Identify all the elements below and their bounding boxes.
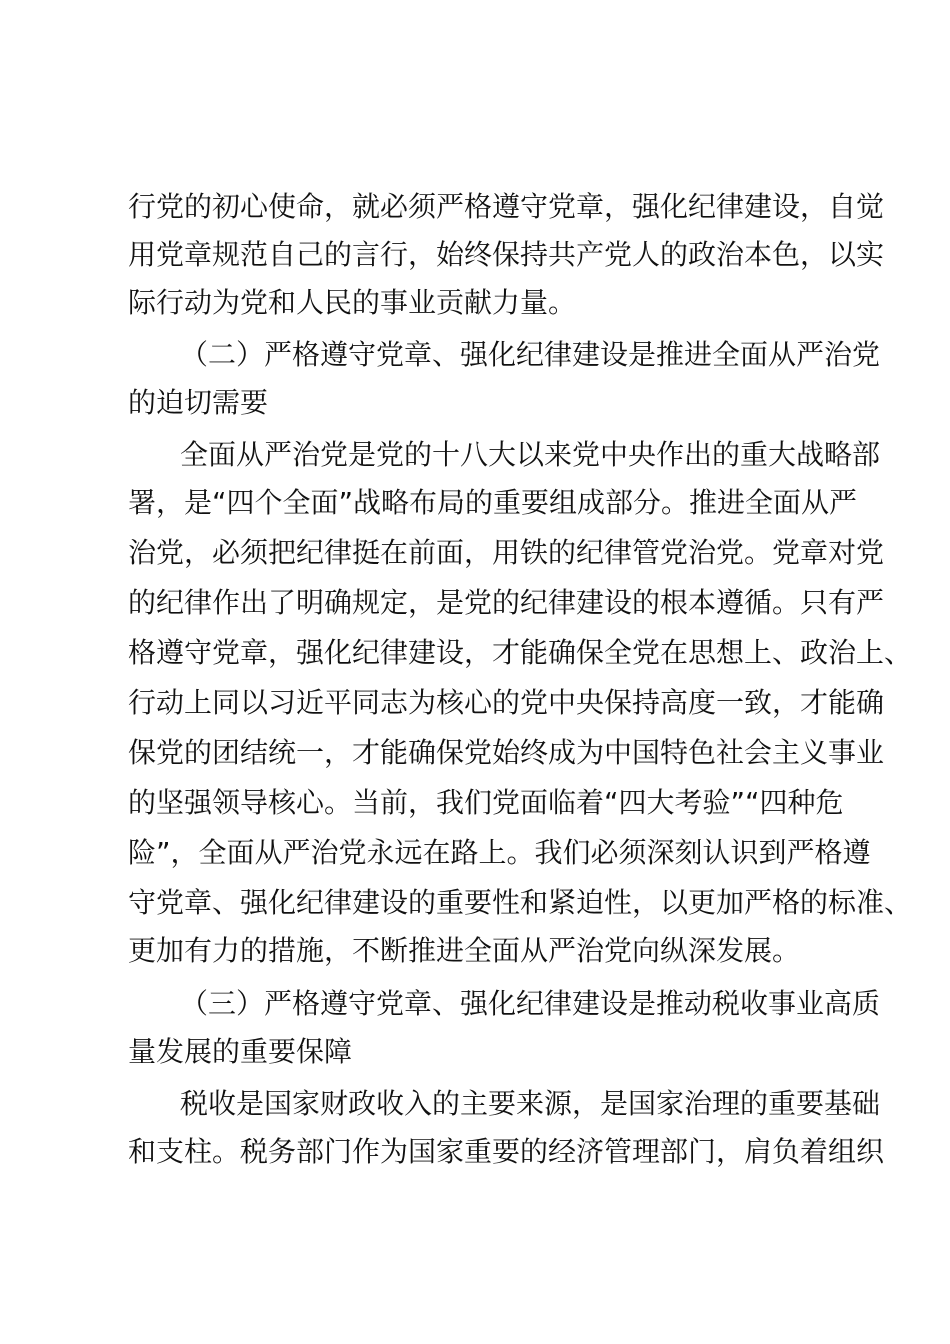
body-text-line: 用党章规范自己的言行，始终保持共产党人的政治本色，以实 (128, 238, 885, 271)
section-heading-line: （二）严格遵守党章、强化纪律建设是推进全面从严治党 (180, 338, 881, 371)
body-text-line: 治党，必须把纪律挺在前面，用铁的纪律管党治党。党章对党 (128, 536, 885, 569)
body-text-line: 守党章、强化纪律建设的重要性和紧迫性，以更加严格的标准、 (128, 886, 913, 919)
body-text-line: 和支柱。税务部门作为国家重要的经济管理部门，肩负着组织 (128, 1135, 885, 1168)
body-text-line: 保党的团结统一，才能确保党始终成为中国特色社会主义事业 (128, 736, 885, 769)
section-heading-line: 的迫切需要 (128, 386, 269, 419)
body-text-line: 署，是“四个全面”战略布局的重要组成部分。推进全面从严 (128, 486, 858, 519)
body-text-line: 的纪律作出了明确规定，是党的纪律建设的根本遵循。只有严 (128, 586, 885, 619)
body-text-line: 更加有力的措施，不断推进全面从严治党向纵深发展。 (128, 934, 801, 967)
body-text-line: 行党的初心使命，就必须严格遵守党章，强化纪律建设，自觉 (128, 190, 885, 223)
body-text-line: 险”，全面从严治党永远在路上。我们必须深刻认识到严格遵 (128, 836, 871, 869)
body-text-line: 行动上同以习近平同志为核心的党中央保持高度一致，才能确 (128, 686, 885, 719)
body-text-line: 的坚强领导核心。当前，我们党面临着“四大考验”“四种危 (128, 786, 844, 819)
body-text-line: 格遵守党章，强化纪律建设，才能确保全党在思想上、政治上、 (128, 636, 913, 669)
body-text-line: 税收是国家财政收入的主要来源，是国家治理的重要基础 (180, 1087, 881, 1120)
body-text-line: 际行动为党和人民的事业贡献力量。 (128, 286, 577, 319)
body-text-line: 全面从严治党是党的十八大以来党中央作出的重大战略部 (180, 438, 881, 471)
section-heading-line: （三）严格遵守党章、强化纪律建设是推动税收事业高质 (180, 987, 881, 1020)
section-heading-line: 量发展的重要保障 (128, 1035, 353, 1068)
